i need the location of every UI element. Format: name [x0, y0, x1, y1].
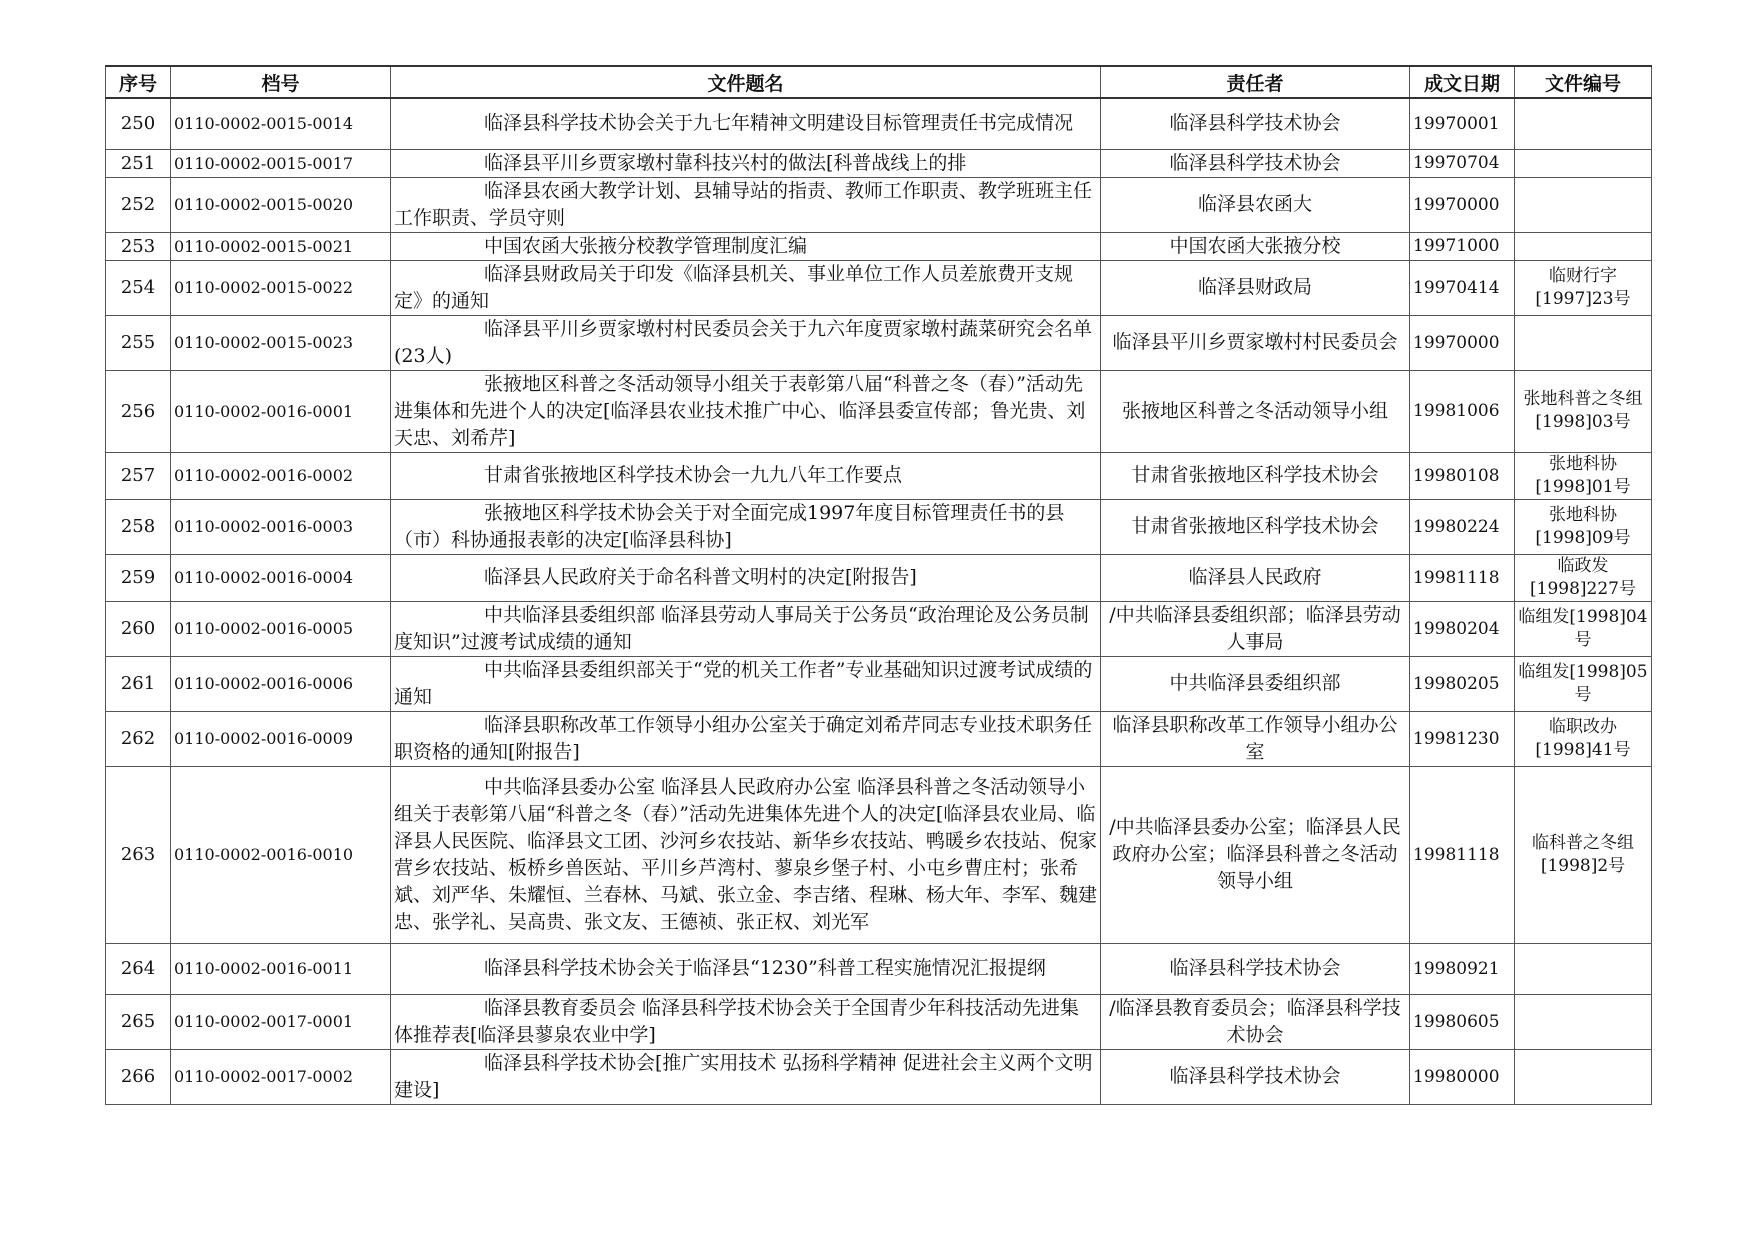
- cell-responsible-party: 甘肃省张掖地区科学技术协会: [1101, 452, 1410, 499]
- table-row: [106, 98, 1652, 149]
- cell-document-title: [391, 1049, 1101, 1104]
- cell-document-number: 临职改办[1998]41号: [1515, 711, 1652, 766]
- cell-seq: 250: [106, 98, 171, 149]
- cell-seq: 256: [106, 370, 171, 452]
- cell-seq: 254: [106, 260, 171, 315]
- cell-seq: 266: [106, 1049, 171, 1104]
- cell-document-date: 19980000: [1410, 1049, 1515, 1104]
- cell-archive-number: 0110-0002-0016-0006: [171, 656, 391, 711]
- table-row: [106, 149, 1652, 177]
- cell-document-date: 19980224: [1410, 499, 1515, 554]
- cell-responsible-party: /临泽县教育委员会；临泽县科学技术协会: [1101, 994, 1410, 1049]
- cell-archive-number: 0110-0002-0015-0021: [171, 232, 391, 260]
- cell-responsible-party: 临泽县科学技术协会: [1101, 98, 1410, 149]
- cell-seq: 262: [106, 711, 171, 766]
- cell-document-title: [391, 554, 1101, 601]
- cell-document-date: 19981230: [1410, 711, 1515, 766]
- cell-archive-number: 0110-0002-0017-0001: [171, 994, 391, 1049]
- cell-document-date: 19981006: [1410, 370, 1515, 452]
- table-row: [106, 499, 1652, 554]
- archive-catalog-table: [105, 65, 1652, 1105]
- cell-archive-number: 0110-0002-0016-0009: [171, 711, 391, 766]
- title-text: 甘肃省张掖地区科学技术协会一九九八年工作要点: [484, 464, 903, 486]
- table-row: [106, 452, 1652, 499]
- cell-document-title: [391, 766, 1101, 943]
- title-text: 中共临泽县委办公室 临泽县人民政府办公室 临泽县科普之冬活动领导小组关于表彰第八届“科普之冬（春）”活动先进集体先进个人的决定[临泽县农业局、临泽县人民医院、临泽县文工团、沙河乡农技站、新华乡农技站、鸭暖乡农技站、倪家营乡农技站、板桥乡兽医站、平川乡芦湾村、蓼泉乡堡子村、小屯乡曹庄村；张希斌、刘严华、朱耀恒、兰春林、马斌、张立金、李吉绪、程琳、杨大年、李军、魏建忠、张学礼、吴高贵、张文友、王德祯、张正权、刘光军: [394, 775, 1098, 933]
- cell-document-date: 19980204: [1410, 601, 1515, 656]
- cell-archive-number: 0110-0002-0016-0004: [171, 554, 391, 601]
- cell-seq: 255: [106, 315, 171, 370]
- cell-archive-number: 0110-0002-0016-0011: [171, 943, 391, 994]
- cell-document-number: [1515, 177, 1652, 232]
- title-text: 临泽县科学技术协会[推广实用技术 弘扬科学精神 促进社会主义两个文明建设]: [394, 1051, 1093, 1101]
- cell-document-number: [1515, 232, 1652, 260]
- table-row: [106, 601, 1652, 656]
- cell-document-number: [1515, 943, 1652, 994]
- cell-archive-number: 0110-0002-0015-0017: [171, 149, 391, 177]
- cell-document-date: 19970001: [1410, 98, 1515, 149]
- header-document-title: 文件题名: [391, 66, 1101, 98]
- table-row: [106, 994, 1652, 1049]
- cell-seq: 265: [106, 994, 171, 1049]
- table-row: [106, 232, 1652, 260]
- cell-document-date: 19980108: [1410, 452, 1515, 499]
- cell-document-date: 19970000: [1410, 177, 1515, 232]
- title-text: 中国农函大张掖分校教学管理制度汇编: [484, 234, 808, 257]
- cell-seq: 252: [106, 177, 171, 232]
- cell-document-title: [391, 601, 1101, 656]
- header-document-number: 文件编号: [1515, 66, 1652, 98]
- cell-responsible-party: 临泽县科学技术协会: [1101, 1049, 1410, 1104]
- title-text: 临泽县平川乡贾家墩村村民委员会关于九六年度贾家墩村蔬菜研究会名单(23人): [394, 317, 1093, 367]
- cell-seq: 260: [106, 601, 171, 656]
- cell-document-title: [391, 315, 1101, 370]
- cell-document-title: [391, 943, 1101, 994]
- cell-seq: 259: [106, 554, 171, 601]
- table-row: [106, 656, 1652, 711]
- title-text: 临泽县财政局关于印发《临泽县机关、事业单位工作人员差旅费开支规定》的通知: [394, 262, 1074, 312]
- cell-responsible-party: 临泽县人民政府: [1101, 554, 1410, 601]
- cell-document-date: 19981118: [1410, 766, 1515, 943]
- cell-archive-number: 0110-0002-0015-0020: [171, 177, 391, 232]
- table-row: [106, 766, 1652, 943]
- cell-document-number: [1515, 994, 1652, 1049]
- cell-document-date: 19980605: [1410, 994, 1515, 1049]
- cell-responsible-party: 临泽县职称改革工作领导小组办公室: [1101, 711, 1410, 766]
- cell-document-number: 临财行字[1997]23号: [1515, 260, 1652, 315]
- table-row: [106, 711, 1652, 766]
- title-text: 临泽县人民政府关于命名科普文明村的决定[附报告]: [484, 566, 917, 588]
- cell-seq: 258: [106, 499, 171, 554]
- table-row: [106, 554, 1652, 601]
- table-row: [106, 370, 1652, 452]
- cell-archive-number: 0110-0002-0016-0005: [171, 601, 391, 656]
- cell-document-date: 19980921: [1410, 943, 1515, 994]
- cell-document-number: 临政发[1998]227号: [1515, 554, 1652, 601]
- cell-archive-number: 0110-0002-0015-0023: [171, 315, 391, 370]
- cell-archive-number: 0110-0002-0017-0002: [171, 1049, 391, 1104]
- table-row: [106, 177, 1652, 232]
- cell-document-number: [1515, 315, 1652, 370]
- cell-document-title: [391, 260, 1101, 315]
- cell-document-title: [391, 177, 1101, 232]
- title-text: 临泽县科学技术协会关于临泽县“1230”科普工程实施情况汇报提纲: [484, 957, 1046, 979]
- cell-document-number: [1515, 98, 1652, 149]
- cell-archive-number: 0110-0002-0016-0002: [171, 452, 391, 499]
- header-row: [106, 66, 1652, 98]
- cell-document-date: 19970000: [1410, 315, 1515, 370]
- cell-document-number: 临组发[1998]05号: [1515, 656, 1652, 711]
- cell-archive-number: 0110-0002-0015-0022: [171, 260, 391, 315]
- cell-archive-number: 0110-0002-0015-0014: [171, 98, 391, 149]
- cell-responsible-party: 临泽县科学技术协会: [1101, 149, 1410, 177]
- cell-document-number: 张地科协[1998]09号: [1515, 499, 1652, 554]
- cell-document-title: [391, 711, 1101, 766]
- header-document-date: 成文日期: [1410, 66, 1515, 98]
- title-text: 中共临泽县委组织部 临泽县劳动人事局关于公务员“政治理论及公务员制度知识”过渡考试成绩的通知: [394, 603, 1089, 653]
- title-text: 临泽县教育委员会 临泽县科学技术协会关于全国青少年科技活动先进集体推荐表[临泽县蓼泉农业中学]: [394, 996, 1080, 1046]
- cell-document-date: 19971000: [1410, 232, 1515, 260]
- header-seq: 序号: [106, 66, 171, 98]
- cell-document-title: [391, 656, 1101, 711]
- cell-document-title: [391, 98, 1101, 149]
- cell-responsible-party: 临泽县农函大: [1101, 177, 1410, 232]
- table-body: [106, 98, 1652, 1104]
- title-text: 临泽县农函大教学计划、县辅导站的指责、教师工作职责、教学班班主任工作职责、学员守则: [394, 179, 1093, 229]
- cell-responsible-party: 张掖地区科普之冬活动领导小组: [1101, 370, 1410, 452]
- cell-responsible-party: 临泽县科学技术协会: [1101, 943, 1410, 994]
- cell-seq: 264: [106, 943, 171, 994]
- cell-document-date: 19970704: [1410, 149, 1515, 177]
- cell-document-number: 张地科普之冬组[1998]03号: [1515, 370, 1652, 452]
- cell-seq: 263: [106, 766, 171, 943]
- table-row: [106, 1049, 1652, 1104]
- cell-archive-number: 0110-0002-0016-0003: [171, 499, 391, 554]
- header-responsible-party: 责任者: [1101, 66, 1410, 98]
- cell-responsible-party: 中共临泽县委组织部: [1101, 656, 1410, 711]
- cell-document-number: 临科普之冬组[1998]2号: [1515, 766, 1652, 943]
- table-row: [106, 260, 1652, 315]
- cell-seq: 251: [106, 149, 171, 177]
- cell-document-title: [391, 232, 1101, 260]
- cell-archive-number: 0110-0002-0016-0010: [171, 766, 391, 943]
- cell-document-date: 19970414: [1410, 260, 1515, 315]
- title-text: 张掖地区科学技术协会关于对全面完成1997年度目标管理责任书的县（市）科协通报表彰的决定[临泽县科协]: [394, 501, 1065, 551]
- table-row: [106, 943, 1652, 994]
- cell-document-date: 19980205: [1410, 656, 1515, 711]
- table-row: [106, 315, 1652, 370]
- title-text: 临泽县职称改革工作领导小组办公室关于确定刘希芹同志专业技术职务任职资格的通知[附报告]: [394, 713, 1093, 763]
- title-text: 中共临泽县委组织部关于“党的机关工作者”专业基础知识过渡考试成绩的通知: [394, 658, 1093, 708]
- cell-document-number: 临组发[1998]04号: [1515, 601, 1652, 656]
- header-archive-number: 档号: [171, 66, 391, 98]
- cell-document-title: [391, 994, 1101, 1049]
- cell-seq: 253: [106, 232, 171, 260]
- cell-document-number: 张地科协[1998]01号: [1515, 452, 1652, 499]
- cell-seq: 257: [106, 452, 171, 499]
- cell-responsible-party: 临泽县财政局: [1101, 260, 1410, 315]
- title-text: 张掖地区科普之冬活动领导小组关于表彰第八届“科普之冬（春）”活动先进集体和先进个人的决定[临泽县农业技术推广中心、临泽县委宣传部；鲁光贵、刘天忠、刘希芹]: [394, 372, 1086, 449]
- cell-seq: 261: [106, 656, 171, 711]
- cell-document-title: [391, 370, 1101, 452]
- cell-document-title: [391, 452, 1101, 499]
- cell-responsible-party: 甘肃省张掖地区科学技术协会: [1101, 499, 1410, 554]
- cell-document-number: [1515, 149, 1652, 177]
- cell-responsible-party: /中共临泽县委办公室；临泽县人民政府办公室；临泽县科普之冬活动领导小组: [1101, 766, 1410, 943]
- cell-document-title: [391, 499, 1101, 554]
- title-text: 临泽县科学技术协会关于九七年精神文明建设目标管理责任书完成情况: [484, 112, 1074, 135]
- cell-document-number: [1515, 1049, 1652, 1104]
- cell-responsible-party: 临泽县平川乡贾家墩村村民委员会: [1101, 315, 1410, 370]
- cell-document-date: 19981118: [1410, 554, 1515, 601]
- title-text: 临泽县平川乡贾家墩村靠科技兴村的做法[科普战线上的排: [484, 151, 967, 174]
- cell-responsible-party: 中国农函大张掖分校: [1101, 232, 1410, 260]
- cell-responsible-party: /中共临泽县委组织部；临泽县劳动人事局: [1101, 601, 1410, 656]
- cell-document-title: [391, 149, 1101, 177]
- cell-archive-number: 0110-0002-0016-0001: [171, 370, 391, 452]
